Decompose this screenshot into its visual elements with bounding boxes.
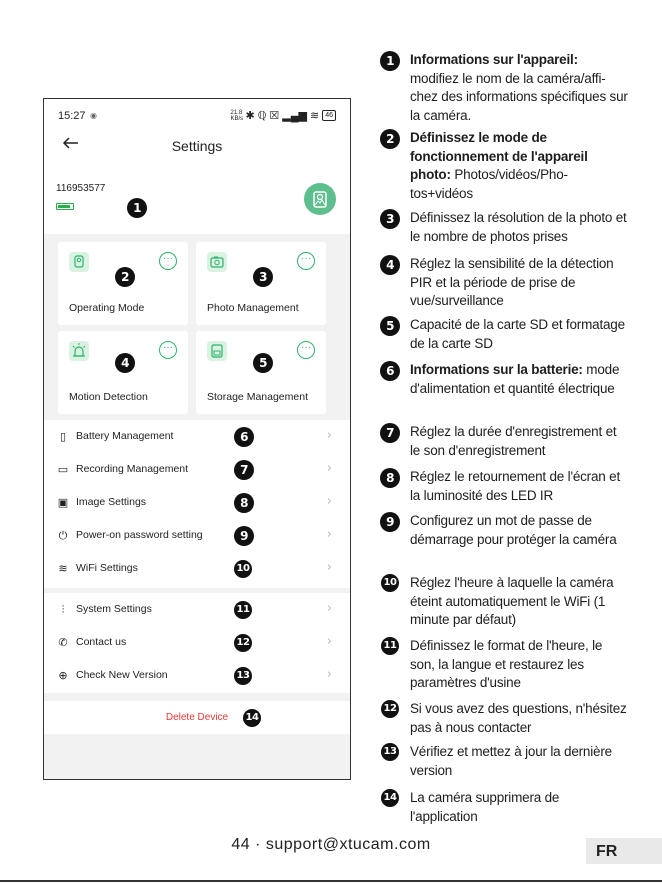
note-badge-2: 2 [380,129,400,149]
upload-icon: ⊕ [58,669,68,682]
note-1 [410,51,630,125]
callout-badge-9: 9 [234,526,254,546]
more-options-icon[interactable]: ··· [159,341,177,359]
vibrate-icon: ℚ [257,110,267,122]
trail-camera-icon [304,183,336,215]
list-item-label: Check New Version [76,669,168,681]
chevron-right-icon: › [326,560,332,575]
list-item-check-version[interactable] [44,659,350,692]
note-bold: Informations sur l'appareil: [410,52,578,67]
wifi-icon: ≋ [309,110,320,122]
note-10: Réglez l'heure à laquelle la caméra éteint automatiquement le WiFi (1 minute par défaut) [410,575,614,627]
note-9: Configurez un mot de passe de démarrage pour protéger la caméra [410,513,617,547]
list-item-label: WiFi Settings [76,562,138,574]
note-badge-6: 6 [380,361,400,381]
device-id[interactable]: 116953577 [56,183,106,194]
note-6 [410,361,630,398]
note-badge-8: 8 [380,468,400,488]
note-text: modifiez le nom de la caméra/affi-chez des informations spécifiques sur la caméra. [410,70,628,123]
more-options-icon[interactable]: ··· [159,252,177,270]
speed-indicator: 21.8 KB/s [230,109,244,122]
callout-badge-14: 14 [243,709,261,727]
card-operating-mode[interactable] [58,242,188,325]
device-avatar[interactable] [304,183,336,215]
card-label: Photo Management [207,302,299,314]
callout-badge-10: 10 [234,560,252,578]
note-bold: Définissez le mode de fonctionnement de l'appareil photo: [410,130,588,182]
more-options-icon[interactable]: ··· [297,341,315,359]
image-icon: ▣ [57,496,69,509]
camera-icon [207,252,227,272]
notification-dot-icon: ◉ [90,111,97,120]
list-item-label: Recording Management [76,463,189,475]
list-item-power-password[interactable] [44,519,350,552]
delete-device-button[interactable]: Delete Device [165,712,229,723]
note-11: Définissez le format de l'heure, le son, la langue et restaurez les paramètres d'usine [410,638,603,690]
list-item-battery[interactable] [44,420,350,453]
signal-icon: ▂▄▆ [282,110,307,122]
list-item-label: Battery Management [76,430,174,442]
callout-badge-3: 3 [253,267,273,287]
note-badge-5: 5 [380,316,400,336]
chevron-right-icon: › [326,634,332,649]
power-icon: ⏻ [58,529,68,542]
note-badge-7: 7 [380,423,400,443]
phone-screenshot [43,98,351,780]
list-item-label: System Settings [76,603,152,615]
list-item-image[interactable] [44,486,350,519]
language-label: FR [596,843,618,860]
note-badge-3: 3 [380,209,400,229]
callout-badge-6: 6 [234,427,254,447]
sliders-icon: ⫶ [61,603,65,616]
callout-badge-7: 7 [234,460,254,480]
note-13: Vérifiez et mettez à jour la dernière version [410,744,612,778]
note-badge-9: 9 [380,512,400,532]
callout-badge-1: 1 [127,198,147,218]
chevron-right-icon: › [326,667,332,682]
note-text: mode d'alimentation et quantité électrique [410,362,620,396]
note-badge-10: 10 [381,574,399,592]
note-bold: Informations sur la batterie: [410,362,583,377]
note-3: Définissez la résolution de la photo et le nombre de photos prises [410,210,627,244]
card-label: Motion Detection [69,391,148,403]
note-5: Capacité de la carte SD et formatage de la carte SD [410,317,625,351]
card-storage-management[interactable] [196,331,326,414]
note-badge-14: 14 [381,789,399,807]
list-item-contact[interactable] [44,626,350,659]
battery-status-icon: 46 [322,110,336,121]
note-badge-4: 4 [380,255,400,275]
note-14: La caméra supprimera de l'application [410,790,560,824]
list-item-label: Contact us [76,636,127,648]
note-2 [410,129,630,203]
status-time: 15:27 [58,110,86,122]
more-options-icon[interactable]: ··· [297,252,315,270]
note-8: Réglez le retournement de l'écran et la luminosité des LED IR [410,469,620,503]
chevron-right-icon: › [326,601,332,616]
chevron-right-icon: › [326,494,332,509]
camera-trap-icon [69,252,89,272]
bluetooth-icon: ✱ [245,110,255,122]
list-item-recording[interactable] [44,453,350,486]
callout-badge-5: 5 [253,353,273,373]
page-footer: 44 · support@xtucam.com [231,836,431,853]
card-photo-management[interactable] [196,242,326,325]
card-label: Storage Management [207,391,308,403]
callout-badge-11: 11 [234,601,252,619]
bottom-divider [0,880,662,882]
note-badge-11: 11 [381,637,399,655]
note-badge-13: 13 [381,743,399,761]
callout-badge-8: 8 [234,493,254,513]
page-title: Settings [171,138,223,154]
callout-badge-12: 12 [234,634,252,652]
list-item-wifi[interactable] [44,552,350,585]
battery-icon: ▯ [59,430,67,443]
callout-badge-2: 2 [115,267,135,287]
note-badge-12: 12 [381,700,399,718]
chevron-right-icon: › [326,461,332,476]
chevron-right-icon: › [326,428,332,443]
note-12: Si vous avez des questions, n'hésitez pas à nous contacter [410,701,627,735]
video-icon: ▭ [57,463,69,476]
storage-icon [207,341,227,361]
card-motion-detection[interactable] [58,331,188,414]
wifi-icon: ≋ [58,562,68,575]
card-label: Operating Mode [69,302,145,314]
mute-icon: ☒ [269,110,280,122]
list-item-label: Image Settings [76,496,147,508]
note-badge-1: 1 [380,51,400,71]
callout-badge-13: 13 [234,667,252,685]
list-item-label: Power-on password setting [76,529,203,541]
device-battery-icon [56,203,74,210]
callout-badge-4: 4 [115,353,135,373]
settings-list-2 [44,593,350,693]
status-icons [231,109,337,122]
motion-icon [69,341,89,361]
note-text: Photos/vidéos/Pho-tos+vidéos [410,167,568,201]
chevron-right-icon: › [326,527,332,542]
note-4: Réglez la sensibilité de la détection PIR et la période de prise de vue/surveillance [410,256,614,308]
settings-list-1 [44,420,350,588]
list-item-system[interactable] [44,593,350,626]
delete-block [44,701,350,734]
note-7: Réglez la durée d'enregistrement et le son d'enregistrement [410,424,617,458]
phone-icon: ✆ [58,636,68,649]
